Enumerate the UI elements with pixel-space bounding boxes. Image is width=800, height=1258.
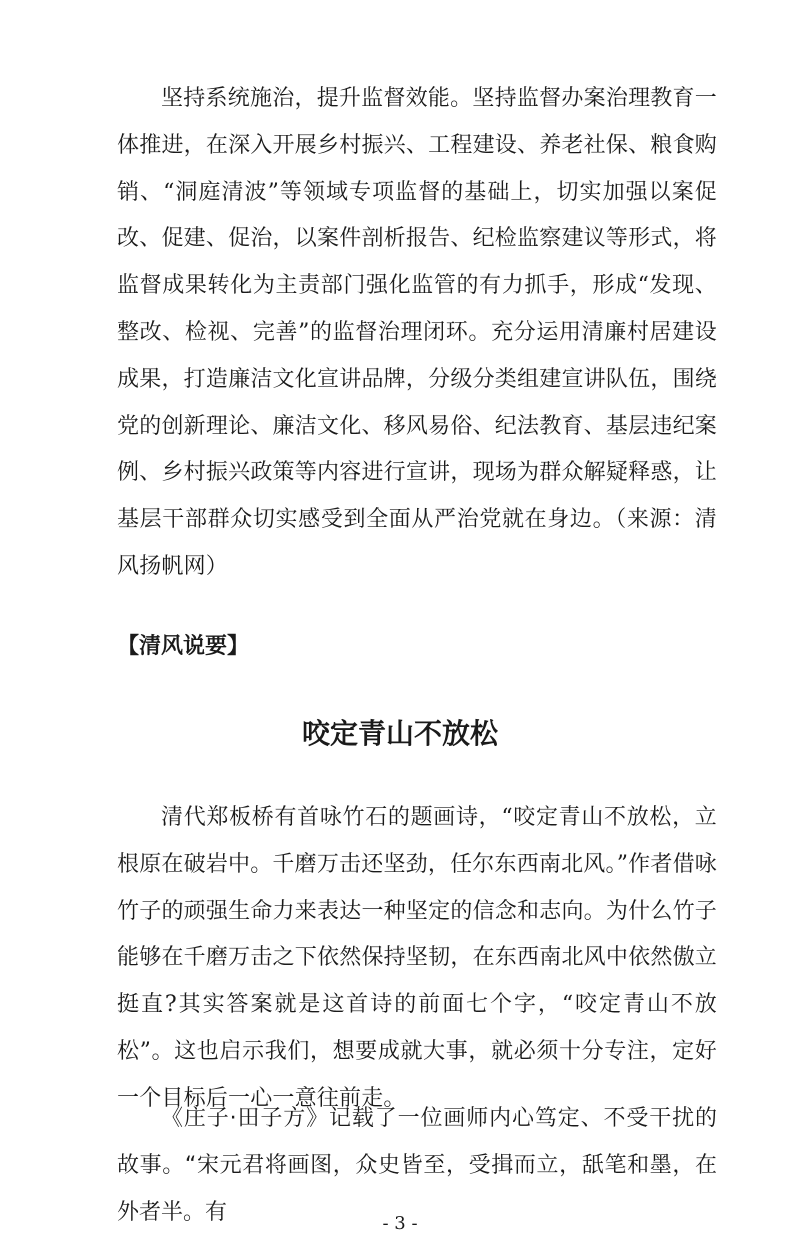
- body-paragraph: 坚持系统施治，提升监督效能。坚持监督办案治理教育一体推进，在深入开展乡村振兴、工程建设、养老社保、粮食购销、“洞庭清波”等领域专项监督的基础上，切实加强以案促改、促建、促治，以案件剖析报告、纪检监察建议等形式，将监督成果转化为主责部门强化监管的有力抓手，形成“发现、整改、检视、完善”的监督治理闭环。充分运用清廉村居建设成果，打造廉洁文化宣讲品牌，分级分类组建宣讲队伍，围绕党的创新理论、廉洁文化、移风易俗、纪法教育、基层违纪案例、乡村振兴政策等内容进行宣讲，现场为群众解疑释惑，让基层干部群众切实感受到全面从严治党就在身边。（来源：清风扬帆网）: [117, 86, 717, 579]
- body-paragraph: 清代郑板桥有首咏竹石的题画诗，“咬定青山不放松，立根原在破岩中。千磨万击还坚劲，任尔东西南北风。”作者借咏竹子的顽强生命力来表达一种坚定的信念和志向。为什么竹子能够在千磨万击之下依然保持坚韧，在东西南北风中依然傲立挺直?其实答案就是这首诗的前面七个字，“咬定青山不放松”。这也启示我们，想要成就大事，就必须十分专注，定好一个目标后一心一意往前走。: [117, 805, 717, 1111]
- page-number: - 3 -: [382, 1213, 418, 1234]
- section-label: 【清风说要】: [117, 633, 250, 659]
- article-title: 咬定青山不放松: [301, 717, 498, 750]
- body-paragraph: 《庄子·田子方》记载了一位画师内心笃定、不受干扰的故事。“宋元君将画图，众史皆至，受揖而立，舐笔和墨，在外者半。有: [117, 1106, 717, 1225]
